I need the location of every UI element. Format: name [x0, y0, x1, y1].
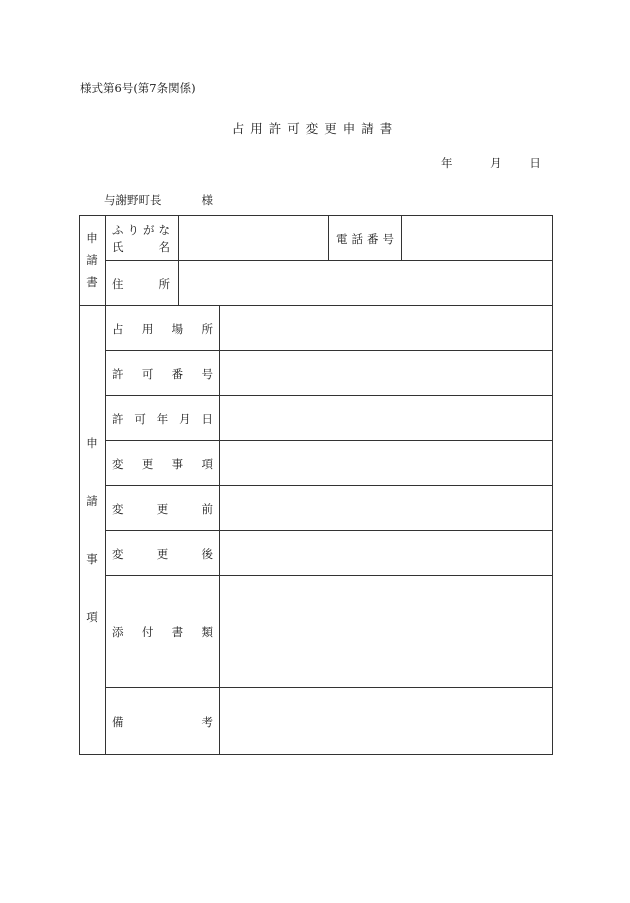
row-divider [105, 440, 553, 441]
permit-date-input[interactable] [224, 399, 549, 436]
details-section-label: 申 請 事 項 [86, 436, 98, 624]
row-divider [105, 530, 553, 531]
name-label: 氏 名 [112, 240, 170, 254]
change-items-input[interactable] [224, 444, 549, 481]
date-day-label: 日 [529, 156, 541, 170]
occupancy-location-input[interactable] [224, 309, 549, 346]
row-divider [105, 395, 553, 396]
column-divider [219, 305, 220, 755]
phone-input[interactable] [405, 220, 549, 256]
label-attached-documents: 添 付 書 類 [112, 625, 213, 639]
before-change-input[interactable] [224, 489, 549, 526]
row-divider [105, 350, 553, 351]
date-year-label: 年 [441, 156, 453, 170]
label-occupancy-location: 占 用 場 所 [112, 322, 213, 336]
applicant-section-label: 申 請 書 [86, 231, 98, 289]
row-divider [105, 485, 553, 486]
address-input[interactable] [182, 265, 549, 301]
phone-label: 電 話 番 号 [336, 232, 394, 246]
label-permit-number: 許 可 番 号 [112, 367, 213, 381]
column-divider [178, 215, 179, 305]
permit-number-input[interactable] [224, 354, 549, 391]
document-title: 占用許可変更申請書 [231, 121, 399, 136]
row-divider [105, 687, 553, 688]
attached-documents-input[interactable] [224, 579, 549, 683]
column-divider [401, 215, 402, 260]
label-before-change: 変 更 前 [112, 502, 213, 516]
column-divider [105, 215, 106, 755]
honorific: 様 [201, 193, 213, 207]
row-divider [105, 575, 553, 576]
column-divider [328, 215, 329, 260]
after-change-input[interactable] [224, 534, 549, 571]
addressee: 与謝野町長 [104, 193, 162, 207]
furigana-label: ふ り が な [112, 223, 170, 237]
form-number: 様式第6号(第7条関係) [80, 81, 196, 95]
date-line [441, 155, 541, 171]
row-divider [105, 260, 553, 261]
address-label: 住 所 [112, 277, 170, 291]
addressee-line [104, 192, 213, 208]
label-remarks: 備 考 [112, 715, 213, 729]
section-divider [79, 305, 553, 306]
label-after-change: 変 更 後 [112, 547, 213, 561]
remarks-input[interactable] [224, 691, 549, 751]
label-permit-date: 許 可 年 月 日 [112, 412, 213, 426]
name-input[interactable] [182, 220, 324, 256]
date-month-label: 月 [490, 156, 502, 170]
label-change-items: 変 更 事 項 [112, 457, 213, 471]
